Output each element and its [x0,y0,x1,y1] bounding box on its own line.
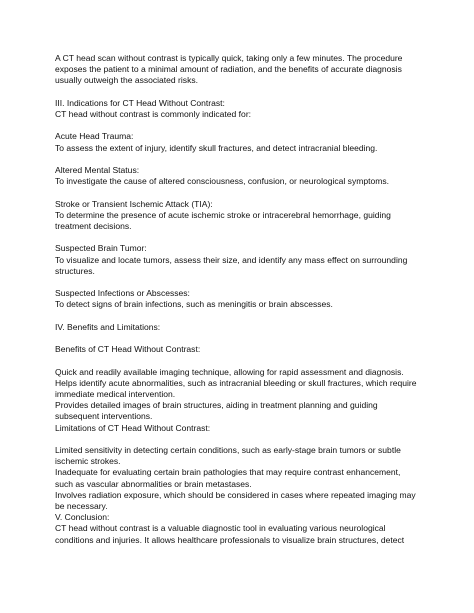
indication-text: To assess the extent of injury, identify skull fractures, and detect intracranial bleeding. [55,142,378,153]
section-heading: III. Indications for CT Head Without Contrast: [55,97,225,108]
text-line: ischemic strokes. [55,456,121,467]
limitations-and-conclusion [55,445,427,546]
text-line: Helps identify acute abnormalities, such as intracranial bleeding or skull fractures, which require [55,377,417,388]
benefits-section-heading [55,322,427,333]
indication-title: Altered Mental Status: [55,164,140,175]
text-line: Provides detailed images of brain structures, aiding in treatment planning and guiding [55,400,378,411]
text-line: Inadequate for evaluating certain brain pathologies that may require contrast enhancement, [55,467,401,478]
indication-text: To detect signs of brain infections, such as meningitis or brain abscesses. [55,299,333,310]
indication-text: To visualize and locate tumors, assess their size, and identify any mass effect on surrounding [55,254,408,265]
indication-text: To investigate the cause of altered consciousness, confusion, or neurological symptoms. [55,176,389,187]
indication-title: Suspected Brain Tumor: [55,243,147,254]
indication-infections [55,288,427,310]
intro-paragraph [55,53,427,87]
text-line: A CT head scan without contrast is typically quick, taking only a few minutes. The procedure [55,53,403,63]
indication-acute-head-trauma [55,131,427,153]
benefits-title [55,344,427,355]
indication-text: To determine the presence of acute ischemic stroke or intracerebral hemorrhage, guiding [55,209,391,220]
section-lead: CT head without contrast is commonly indicated for: [55,109,252,119]
text-line: be necessary. [55,500,108,511]
text-line: immediate medical intervention. [55,388,176,399]
indication-title: Stroke or Transient Ischemic Attack (TIA): [55,198,213,209]
text-line: exposes the patient to a minimal amount of radiation, and the benefits of accurate diagnosis [55,64,402,75]
section-heading: IV. Benefits and Limitations: [55,321,161,332]
text-line: Limited sensitivity in detecting certain conditions, such as early-stage brain tumors or subtle [55,444,401,455]
text-line: Involves radiation exposure, which should be considered in cases where repeated imaging may [55,489,416,500]
text-line: subsequent interventions. [55,411,153,422]
indications-section [55,98,427,120]
document-body [55,53,427,546]
benefits-list [55,367,427,434]
indication-text: structures. [55,265,95,276]
text-line: such as vascular abnormalities or brain metastases. [55,478,252,489]
indication-text: treatment decisions. [55,220,132,231]
indication-title: Suspected Infections or Abscesses: [55,288,190,299]
section-heading: V. Conclusion: [55,512,110,523]
text-line: conditions and injuries. It allows healthcare professionals to visualize brain structures, detect [55,534,405,545]
text-line: Quick and readily available imaging technique, allowing for rapid assessment and diagnosis. [55,366,404,377]
indication-altered-mental-status [55,165,427,187]
subsection-heading: Limitations of CT Head Without Contrast: [55,422,211,433]
text-line: usually outweigh the associated risks. [55,75,198,86]
indication-stroke-tia [55,199,427,233]
indication-title: Acute Head Trauma: [55,131,134,142]
subsection-heading: Benefits of CT Head Without Contrast: [55,344,201,355]
indication-brain-tumor [55,243,427,277]
text-line: CT head without contrast is a valuable diagnostic tool in evaluating various neurological [55,523,386,534]
